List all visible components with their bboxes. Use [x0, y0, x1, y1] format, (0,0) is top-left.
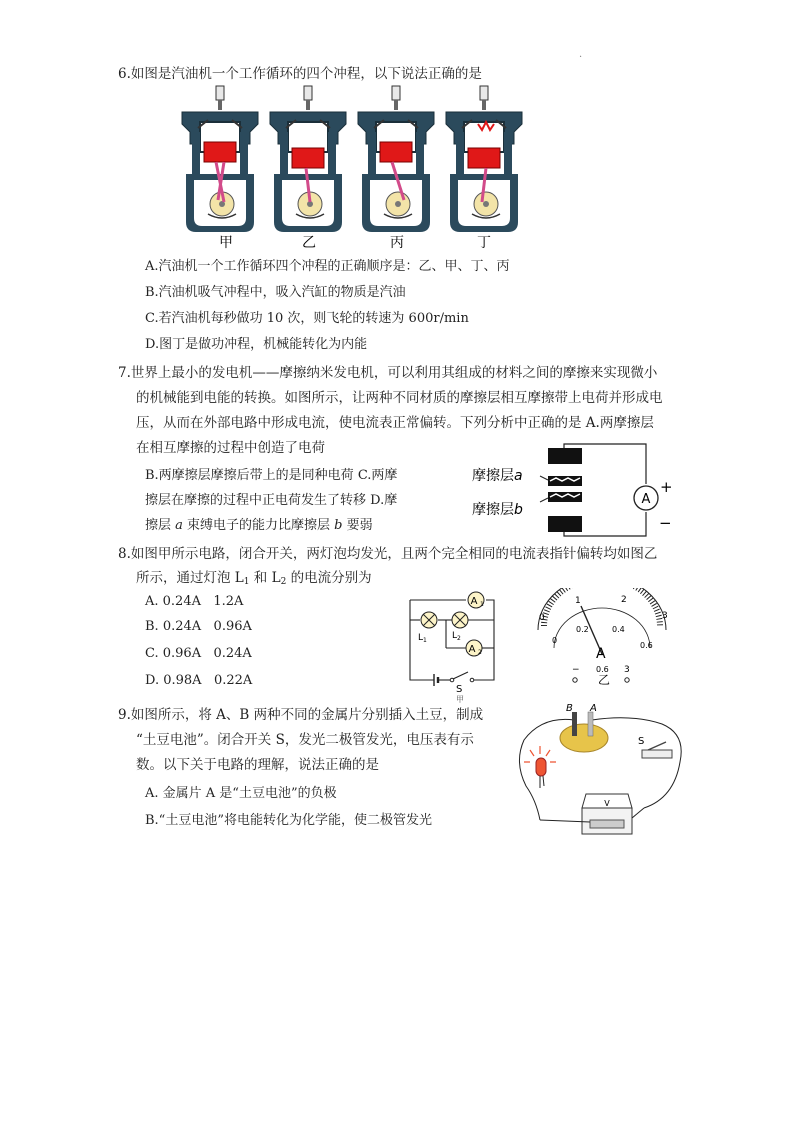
q7-layer-a-label: 摩擦层a [472, 468, 523, 484]
q9-b-label: B [566, 703, 573, 714]
q7-line-4: 在相互摩擦的过程中创造了电荷 [136, 440, 325, 456]
page-mark: · [579, 52, 583, 63]
q8-meter-bottom-tick-3: 0.6 [640, 641, 653, 650]
q8-meter-bottom-tick-2: 0.4 [612, 625, 625, 634]
q8-meter-top-tick-0: 0 [539, 613, 545, 623]
q9-a-label: A [590, 703, 597, 714]
q7-option-line-2: 擦层在摩擦的过程中正电荷发生了转移 D.摩 [145, 493, 398, 508]
q7-line-1: 7.世界上最小的发电机——摩擦纳米发电机，可以利用其组成的材料之间的摩擦来实现微小 [118, 365, 658, 381]
q6-engine-figure [178, 82, 528, 250]
q7-ammeter-label: A [641, 492, 651, 507]
q8-option-d: D. 0.98A 0.22A [145, 673, 253, 688]
stroke-label-jia: 甲 [219, 235, 233, 250]
q8-meter-caption: 乙 [598, 673, 611, 687]
stroke-label-bing: 丙 [390, 235, 404, 250]
q8-meter-terminal-neg: − [572, 665, 580, 675]
q9-line-2: “土豆电池”。闭合开关 S，发光二极管发光，电压表有示 [136, 732, 474, 748]
q8-stem-line-2: 所示，通过灯泡 $L_1$ 和 $L_2$ 的电流分别为 [136, 570, 372, 587]
q7-layer-b-label: 摩擦层b [472, 502, 523, 518]
q8-meter-bottom-tick-0: 0 [552, 636, 558, 645]
q6-option-a: A.汽油机一个工作循环四个冲程的正确顺序是：乙、甲、丁、丙 [145, 259, 510, 274]
q8-stem-line-1: 8.如图甲所示电路，闭合开关，两灯泡均发光，且两个完全相同的电流表指针偏转均如图乙 [118, 546, 658, 562]
stroke-label-ding: 丁 [477, 235, 491, 250]
q9-line-1: 9.如图所示，将 A、B 两种不同的金属片分别插入土豆，制成 [118, 707, 484, 723]
q8-meter-terminal-06: 0.6 [596, 665, 609, 674]
q8-circuit-caption: 甲 [456, 695, 464, 704]
q9-switch-label: S [638, 736, 645, 747]
q8-circuit-figure [404, 588, 504, 704]
q9-potato-battery-figure [512, 700, 692, 842]
q8-a1-sub: 1 [480, 601, 484, 608]
q8-meter-top-tick-3: 3 [662, 611, 668, 621]
q7-option-line-1: B.两摩擦层摩擦后带上的是同种电荷 C.两摩 [145, 468, 398, 483]
q8-option-a: A. 0.24A 1.2A [145, 594, 244, 609]
q6-stem: 6.如图是汽油机一个工作循环的四个冲程，以下说法正确的是 [118, 66, 482, 82]
q7-option-line-3: 擦层 a 束缚电子的能力比摩擦层 b 要弱 [145, 518, 373, 533]
q9-voltmeter-label: V [604, 799, 610, 808]
q8-l2-label: $L_2$ [452, 631, 461, 642]
q8-meter-terminal-3: 3 [624, 665, 630, 675]
q9-option-b: B.“土豆电池”将电能转化为化学能，使二极管发光 [145, 813, 432, 828]
q7-plus-sign: + [660, 478, 673, 496]
q7-minus-sign: − [659, 514, 672, 532]
q8-a2-sub: 2 [478, 649, 482, 656]
q7-line-3: 压，从而在外部电路中形成电流，使电流表正常偏转。下列分析中正确的是 A.两摩擦层 [136, 415, 654, 431]
q7-line-2: 的机械能到电能的转换。如图所示，让两种不同材质的摩擦层相互摩擦带上电荷并形成电 [136, 390, 663, 406]
q7-generator-figure [468, 440, 678, 540]
q8-meter-top-tick-2: 2 [621, 595, 627, 605]
q8-meter-unit: A [596, 646, 606, 662]
q8-option-b: B. 0.24A 0.96A [145, 619, 252, 634]
q9-line-3: 数。以下关于电路的理解，说法正确的是 [136, 757, 379, 773]
q6-option-d: D.图丁是做功冲程，机械能转化为内能 [145, 337, 368, 352]
stroke-label-yi: 乙 [302, 235, 316, 250]
q8-a1-label: A [470, 596, 478, 607]
q9-option-a: A. 金属片 A 是“土豆电池”的负极 [145, 786, 337, 801]
q8-option-c: C. 0.96A 0.24A [145, 646, 252, 661]
q8-l1-label: $L_1$ [418, 633, 427, 644]
q6-option-b: B.汽油机吸气冲程中，吸入汽缸的物质是汽油 [145, 285, 406, 300]
q8-ammeter-dial [526, 588, 676, 688]
q8-meter-bottom-tick-1: 0.2 [576, 625, 589, 634]
q8-a2-label: A [468, 644, 476, 655]
q8-switch-label: S [456, 684, 463, 695]
q6-option-c: C.若汽油机每秒做功 10 次，则飞轮的转速为 600r/min [145, 311, 469, 326]
q8-meter-top-tick-1: 1 [575, 596, 581, 606]
